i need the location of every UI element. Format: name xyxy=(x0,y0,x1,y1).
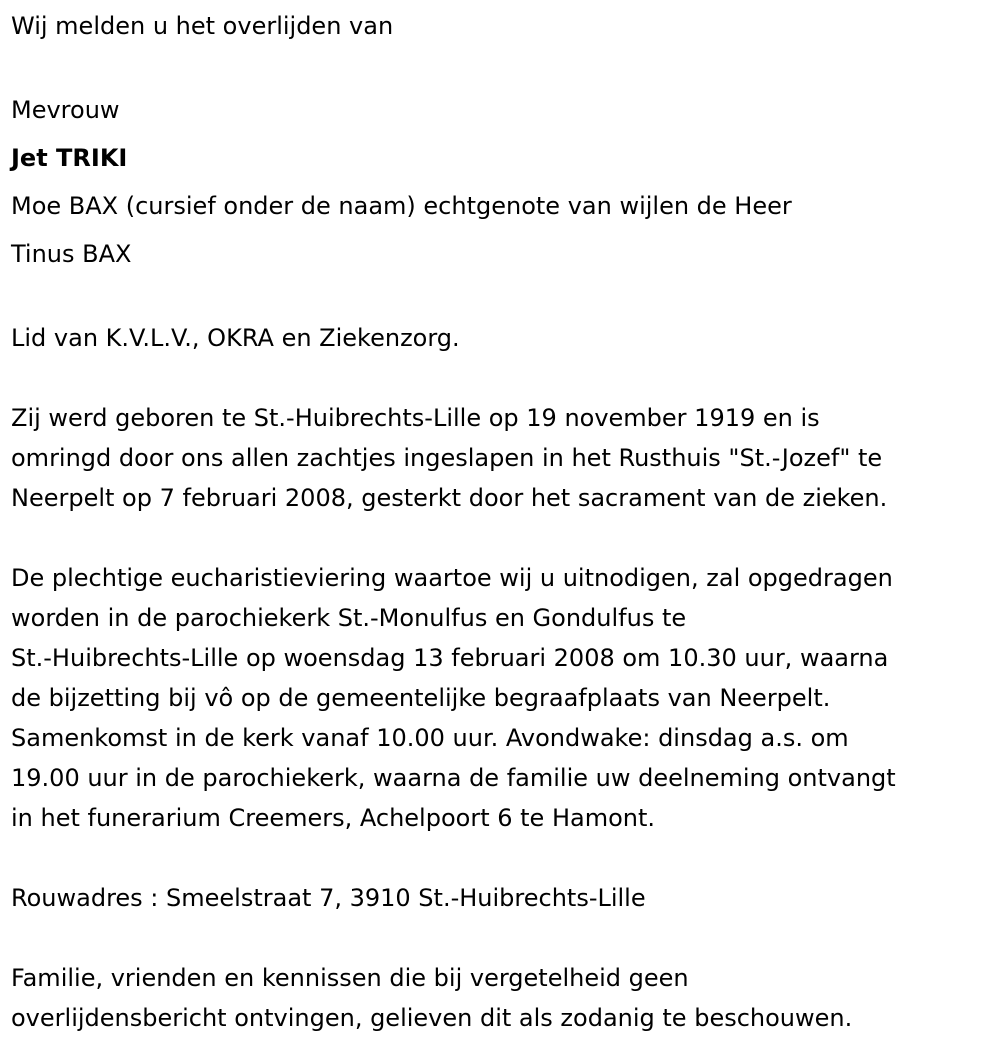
spacer xyxy=(11,518,996,558)
ceremony-line: St.-Huibrechts-Lille op woensdag 13 februari 2008 om 10.30 uur, waarna xyxy=(11,644,889,672)
spacer xyxy=(11,358,996,398)
ceremony-line: 19.00 uur in de parochiekerk, waarna de familie uw deelneming ontvangt xyxy=(11,764,896,792)
birth-paragraph xyxy=(11,398,996,518)
deceased-name: Jet TRIKI xyxy=(11,144,128,172)
membership-text: Lid van K.V.L.V., OKRA en Ziekenzorg. xyxy=(11,324,460,352)
alias-line: Moe BAX (cursief onder de naam) echtgenote van wijlen de Heer xyxy=(11,192,792,220)
spacer xyxy=(11,918,996,958)
address-text: Rouwadres : Smeelstraat 7, 3910 St.-Huibrechts-Lille xyxy=(11,884,646,912)
ceremony-line: De plechtige eucharistieviering waartoe wij u uitnodigen, zal opgedragen xyxy=(11,564,893,592)
closing-line: Familie, vrienden en kennissen die bij vergetelheid geen xyxy=(11,964,689,992)
intro-text: Wij melden u het overlijden van xyxy=(11,12,394,40)
closing-paragraph xyxy=(11,958,996,1038)
ceremony-paragraph xyxy=(11,558,996,838)
birth-line: omringd door ons allen zachtjes ingeslapen in het Rusthuis "St.-Jozef" te xyxy=(11,444,883,472)
ceremony-line: de bijzetting bij vô op de gemeentelijke begraafplaats van Neerpelt. xyxy=(11,684,831,712)
spacer xyxy=(11,278,996,318)
alias-line: Tinus BAX xyxy=(11,240,132,268)
birth-line: Zij werd geboren te St.-Huibrechts-Lille op 19 november 1919 en is xyxy=(11,404,820,432)
ceremony-line: worden in de parochiekerk St.-Monulfus en Gondulfus te xyxy=(11,604,687,632)
closing-line: overlijdensbericht ontvingen, gelieven dit als zodanig te beschouwen. xyxy=(11,1004,853,1032)
spacer xyxy=(11,838,996,878)
ceremony-line: in het funerarium Creemers, Achelpoort 6 te Hamont. xyxy=(11,804,656,832)
obituary-document xyxy=(11,6,996,1038)
title-text: Mevrouw xyxy=(11,96,120,124)
spacer xyxy=(11,46,996,86)
birth-line: Neerpelt op 7 februari 2008, gesterkt door het sacrament van de zieken. xyxy=(11,484,888,512)
ceremony-line: Samenkomst in de kerk vanaf 10.00 uur. Avondwake: dinsdag a.s. om xyxy=(11,724,849,752)
